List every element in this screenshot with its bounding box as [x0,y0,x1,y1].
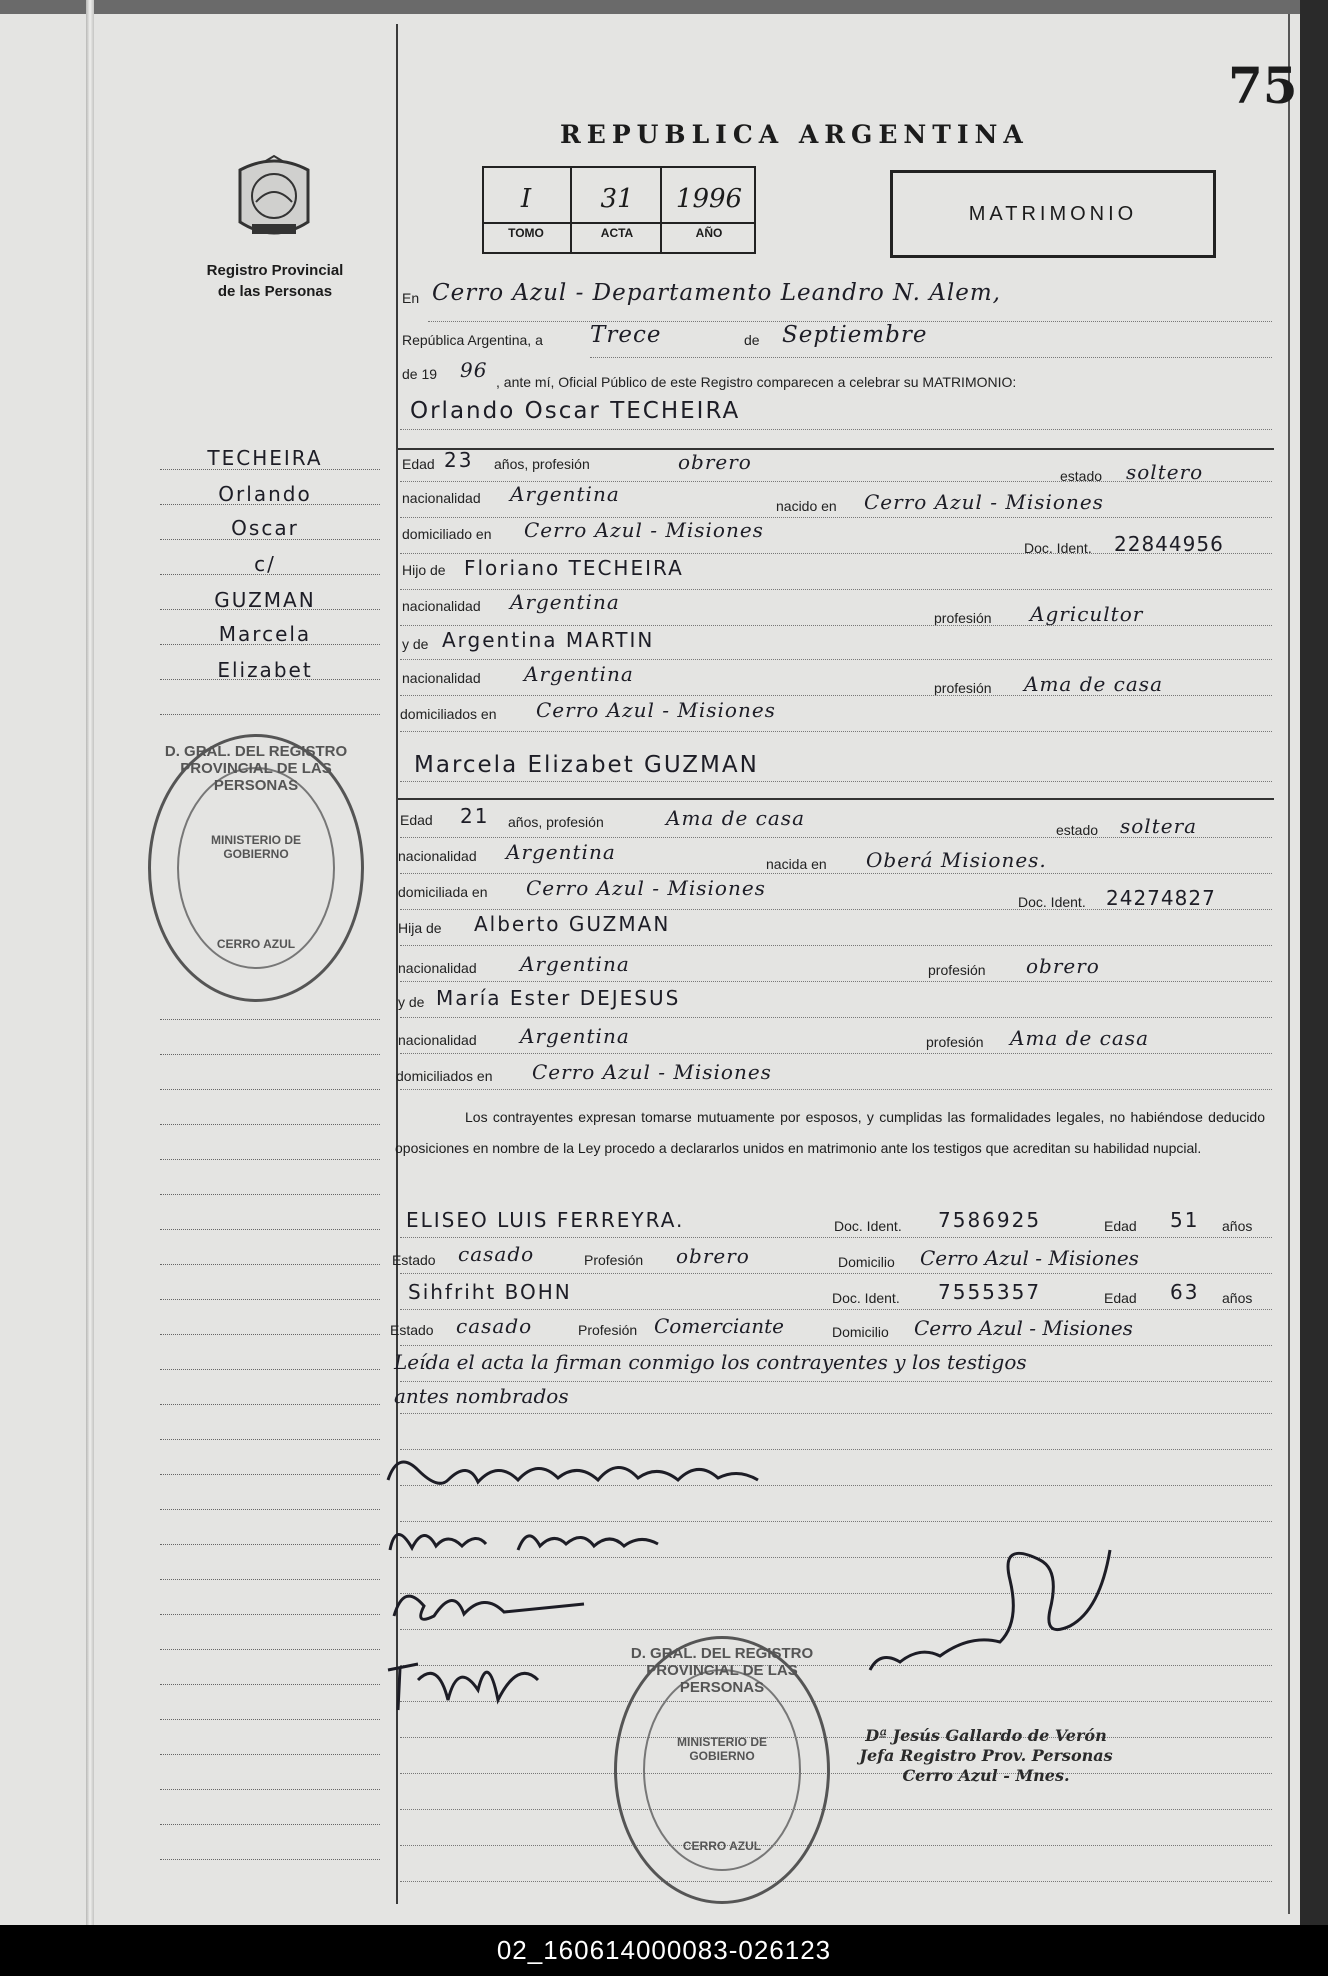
groom-mother-nationality-label: nacionalidad [402,670,481,686]
margin-seal-outer-text: D. GRAL. DEL REGISTRO PROVINCIAL DE LAS PERSONAS [164,743,348,794]
bride-profession: Ama de casa [666,806,805,830]
groom-mother-label: y de [402,636,429,652]
witness-2-age-label: Edad [1104,1290,1137,1306]
anio-value: 1996 [675,184,743,214]
dotted-line [400,552,1272,554]
margin-name: Elizabet [217,658,313,682]
groom-father-label: Hijo de [402,562,446,578]
margin-line [160,1088,380,1090]
margin-line [160,1473,380,1475]
witness-2-signature [384,1576,604,1636]
dotted-line [400,908,1272,910]
witness-1-status: casado [458,1242,535,1266]
dotted-line [400,980,1272,982]
witness-2-anos-label: años [1222,1290,1253,1306]
tomo-label: TOMO [508,226,544,240]
bride-parents-domicile: Cerro Azul - Misiones [532,1060,772,1084]
bride-father-nationality-label: nacionalidad [398,960,477,976]
witness-1-doc-id: 7586925 [938,1208,1042,1232]
dotted-line [400,658,1272,660]
republica-label: República Argentina, a [402,332,543,348]
bride-section-rule [398,798,1274,800]
dotted-line [590,356,1272,358]
witness-1-doc-label: Doc. Ident. [834,1218,902,1234]
bride-nationality: Argentina [506,840,616,864]
bride-status-label: estado [1056,822,1099,838]
margin-line [160,1193,380,1195]
year-prefix: de 19 [402,366,438,382]
place-handwritten: Cerro Azul - Departamento Leandro N. Alem, [432,280,1001,306]
bride-mother: María Ester DEJESUS [436,986,681,1010]
margin-seal-bottom-text: CERRO AZUL [216,937,296,951]
bride-status: soltera [1120,814,1198,838]
witness-1-anos-label: años [1222,1218,1253,1234]
margin-name: GUZMAN [214,588,316,612]
dotted-line [400,624,1272,626]
margin-line [160,1298,380,1300]
closing-line-2: antes nombrados [394,1384,569,1408]
margin-line [160,1753,380,1755]
dotted-line [400,1236,1272,1238]
bride-doc-label: Doc. Ident. [1018,894,1086,910]
margin-line [160,1263,380,1265]
dotted-line [400,694,1272,696]
bride-mother-nationality: Argentina [520,1024,630,1048]
bride-domicile: Cerro Azul - Misiones [526,876,766,900]
groom-father-nationality: Argentina [510,590,620,614]
groom-signature [378,1440,778,1510]
dotted-line [400,1412,1272,1414]
registry-line-1: Registro Provincial [206,262,344,279]
bride-father-label: Hija de [398,920,442,936]
margin-line [160,1158,380,1160]
margin-seal-inner-text: MINISTERIO DE GOBIERNO [210,833,301,861]
month-handwritten: Septiembre [782,322,928,348]
witness-2-age: 63 [1170,1280,1200,1304]
groom-father: Floriano TECHEIRA [464,556,684,580]
margin-line [160,1718,380,1720]
margin-line [160,1368,380,1370]
anio-cell [660,168,756,252]
witness-1-name: ELISEO LUIS FERREYRA. [406,1208,685,1232]
bride-domicile-label: domiciliada en [398,884,488,900]
binding-fold [86,0,94,1925]
witness-1-profession-label: Profesión [584,1252,644,1268]
witness-2-status-label: Estado [390,1322,434,1338]
dotted-line [400,872,1272,874]
registry-line-2: de las Personas [217,283,333,300]
right-border [1288,14,1290,1914]
record-type-box: MATRIMONIO [890,170,1216,258]
province-emblem-icon [230,152,318,244]
dotted-line [400,836,1272,838]
bride-father-profession: obrero [1026,954,1100,978]
margin-line [160,1508,380,1510]
witness-1-domicile-label: Domicilio [838,1254,895,1270]
margin-name: Oscar [231,516,299,540]
book-reference-box [482,166,756,254]
dotted-line [400,1844,1272,1846]
de-label: de [744,332,760,348]
officer-stamp [836,1726,1136,1786]
groom-birthplace: Cerro Azul - Misiones [864,490,1104,514]
tomo-value: I [520,184,532,214]
acta-label: ACTA [600,226,634,240]
tomo-cell [482,168,570,252]
margin-line [160,1018,380,1020]
groom-age: 23 [444,448,474,472]
bride-age: 21 [460,804,490,828]
groom-age-label: Edad [402,456,435,472]
groom-mother: Argentina MARTIN [442,628,655,652]
groom-nationality-label: nacionalidad [402,490,481,506]
margin-line [160,1683,380,1685]
dotted-line [400,780,1272,782]
dotted-line [400,1088,1272,1090]
dotted-line [400,428,1272,430]
bottom-seal-inner-text: MINISTERIO DE GOBIERNO [676,1735,767,1763]
dotted-line [400,730,1272,732]
groom-birthplace-label: nacido en [776,498,837,514]
bride-mother-profession-label: profesión [926,1034,984,1050]
groom-status-label: estado [1060,468,1103,484]
margin-line [160,1543,380,1545]
dotted-line [400,1052,1272,1054]
margin-name: c/ [254,552,276,576]
bride-birthplace-label: nacida en [766,856,827,872]
bride-mother-profession: Ama de casa [1010,1026,1149,1050]
witness-2-doc-id: 7555357 [938,1280,1042,1304]
dotted-line [400,1308,1272,1310]
margin-line [160,1403,380,1405]
acta-value: 31 [600,184,634,214]
dotted-line [400,1272,1272,1274]
day-handwritten: Trece [590,322,662,348]
legal-paragraph: Los contrayentes expresan tomarse mutuamente por esposos, y cumplidas las formalidades legales, no habiéndose deducido oposiciones en nombre de la Ley procedo a declararlos unidos en matrimonio ante los testigos que acreditan su habilidad nupcial. [395,1109,1265,1156]
bride-full-name: Marcela Elizabet GUZMAN [414,752,759,778]
groom-father-profession-label: profesión [934,610,992,626]
footer-id: 02_160614000083-026123 [0,1925,1328,1976]
groom-doc-id: 22844956 [1114,532,1224,556]
groom-domicile-label: domiciliado en [402,526,492,542]
witness-1-signature [378,1640,548,1720]
bride-nationality-label: nacionalidad [398,848,477,864]
bottom-seal [614,1636,830,1904]
margin-line [160,1333,380,1335]
bride-father: Alberto GUZMAN [474,912,671,936]
groom-mother-profession: Ama de casa [1024,672,1163,696]
margin-line [160,713,380,715]
margin-line [160,1123,380,1125]
officer-signature [860,1530,1120,1700]
witness-1-domicile: Cerro Azul - Misiones [920,1246,1139,1270]
margin-line [160,1648,380,1650]
country-title: REPUBLICA ARGENTINA [560,120,1029,149]
margin-line [160,1438,380,1440]
groom-parents-domicile: Cerro Azul - Misiones [536,698,776,722]
witness-2-profession: Comerciante [654,1314,784,1338]
bride-mother-label: y de [398,994,425,1010]
margin-line [160,1613,380,1615]
bride-mother-nationality-label: nacionalidad [398,1032,477,1048]
dotted-line [400,1808,1272,1810]
bride-doc-id: 24274827 [1106,886,1216,910]
officer-title: Jefa Registro Prov. Personas [859,1746,1113,1765]
groom-doc-label: Doc. Ident. [1024,540,1092,556]
witness-2-doc-label: Doc. Ident. [832,1290,900,1306]
page-number: 75 [1228,56,1298,115]
margin-seal [148,734,364,1002]
groom-profession-label: años, profesión [494,456,590,472]
margin-line [160,1823,380,1825]
bride-age-label: Edad [400,812,433,828]
margin-name: Orlando [218,482,312,506]
dotted-line [400,1016,1272,1018]
dotted-line [400,1380,1272,1382]
groom-mother-profession-label: profesión [934,680,992,696]
witness-1-status-label: Estado [392,1252,436,1268]
margin-line [160,1228,380,1230]
groom-section-rule [398,448,1274,450]
bottom-seal-outer-text: D. GRAL. DEL REGISTRO PROVINCIAL DE LAS PERSONAS [630,1645,814,1696]
witness-1-age: 51 [1170,1208,1200,1232]
bride-father-nationality: Argentina [520,952,630,976]
officer-name: Dª Jesús Gallardo de Verón [865,1726,1107,1745]
bride-parents-domicile-label: domiciliados en [396,1068,493,1084]
margin-name: Marcela [218,622,312,646]
bride-father-profession-label: profesión [928,962,986,978]
groom-nationality: Argentina [510,482,620,506]
groom-full-name: Orlando Oscar TECHEIRA [410,398,741,424]
groom-status: soltero [1126,460,1204,484]
groom-domicile: Cerro Azul - Misiones [524,518,764,542]
closing-line-1: Leída el acta la firman conmigo los contrayentes y los testigos [394,1350,1027,1374]
bottom-seal-bottom-text: CERRO AZUL [682,1839,762,1853]
witness-2-domicile: Cerro Azul - Misiones [914,1316,1133,1340]
margin-line [160,1858,380,1860]
dotted-line [400,944,1272,946]
dotted-line [400,1344,1272,1346]
witness-2-domicile-label: Domicilio [832,1324,889,1340]
margin-line [160,1053,380,1055]
top-shadow [0,0,1300,14]
groom-father-nationality-label: nacionalidad [402,598,481,614]
bride-birthplace: Oberá Misiones. [866,848,1047,872]
witness-2-status: casado [456,1314,533,1338]
en-label: En [402,290,420,306]
witness-1-age-label: Edad [1104,1218,1137,1234]
acta-cell [570,168,662,252]
groom-mother-nationality: Argentina [524,662,634,686]
margin-name: TECHEIRA [207,446,323,470]
officer-place: Cerro Azul - Mnes. [902,1766,1070,1785]
groom-parents-domicile-label: domiciliados en [400,706,497,722]
margin-line [160,1788,380,1790]
witness-2-name: Sihfriht BOHN [408,1280,572,1304]
groom-father-profession: Agricultor [1030,602,1144,626]
dotted-line [400,1880,1272,1882]
bride-profession-label: años, profesión [508,814,604,830]
year-suffix-handwritten: 96 [460,358,488,382]
anio-label: AÑO [695,226,723,240]
groom-profession: obrero [678,450,752,474]
registry-name [186,260,364,302]
witness-2-profession-label: Profesión [578,1322,638,1338]
declaration-text: , ante mí, Oficial Público de este Registro comparecen a celebrar su MATRIMONIO: [496,374,1017,390]
witness-1-profession: obrero [676,1244,750,1268]
bride-signature [378,1510,708,1570]
margin-line [160,1578,380,1580]
